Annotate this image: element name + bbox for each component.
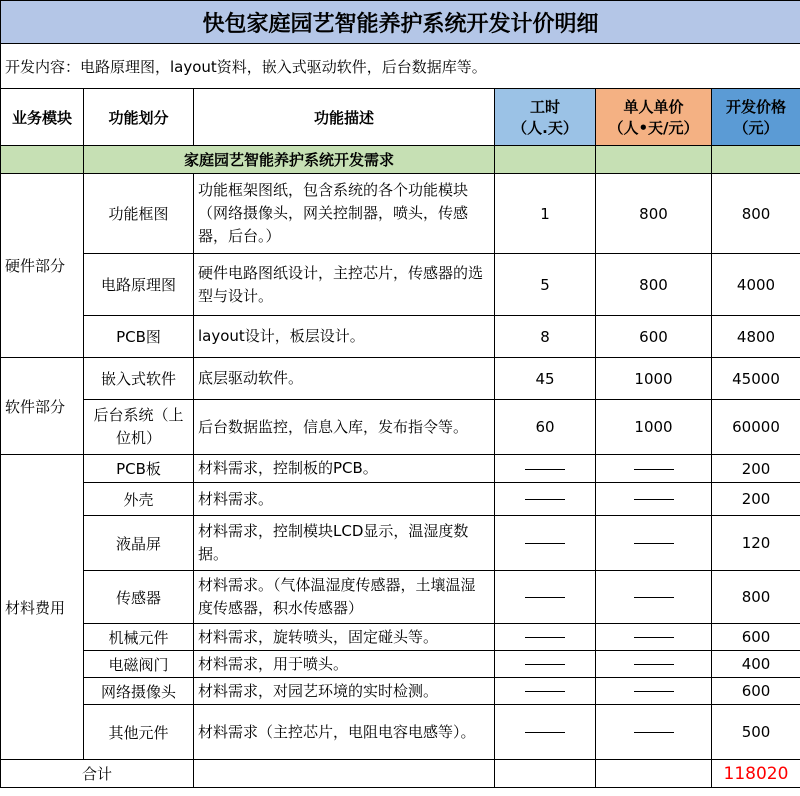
total-empty [495,760,596,788]
dash-mark [525,597,565,598]
time-cell: 1 [495,174,596,254]
unit-cell [596,483,712,516]
price-cell: 60000 [712,400,800,455]
desc-cell: 材料需求，控制模块LCD显示，温湿度数据。 [194,516,495,571]
desc-cell: layout设计，板层设计。 [194,316,495,358]
dash-mark [634,543,674,544]
price-cell: 800 [712,571,800,624]
page-title: 快包家庭园艺智能养护系统开发计价明细 [1,1,800,44]
section-empty [1,146,84,174]
func-cell: PCB图 [84,316,194,358]
func-cell: 电路原理图 [84,254,194,316]
func-cell: PCB板 [84,455,194,483]
group-software: 软件部分 [1,358,84,455]
unit-cell: 1000 [596,358,712,400]
desc-cell: 后台数据监控，信息入库，发布指令等。 [194,400,495,455]
func-cell: 电磁阀门 [84,651,194,678]
intro-text: 开发内容：电路原理图，layout资料，嵌入式驱动软件，后台数据库等。 [1,44,800,89]
dash-mark [525,637,565,638]
header-desc: 功能描述 [194,89,495,146]
func-cell: 机械元件 [84,624,194,651]
price-cell: 600 [712,624,800,651]
dash-mark [634,732,674,733]
total-label: 合计 [1,760,194,788]
dash-mark [525,732,565,733]
price-cell: 4800 [712,316,800,358]
group-material: 材料费用 [1,455,84,760]
price-cell: 200 [712,483,800,516]
price-cell: 4000 [712,254,800,316]
func-cell: 其他元件 [84,705,194,760]
total-value: 118020 [712,760,800,788]
desc-cell: 功能框架图纸，包含系统的各个功能模块（网络摄像头，网关控制器，喷头，传感器，后台。） [194,174,495,254]
desc-cell: 材料需求，旋转喷头，固定碰头等。 [194,624,495,651]
func-cell: 网络摄像头 [84,678,194,705]
header-func: 功能划分 [84,89,194,146]
header-time: 工时 （人.天） [495,89,596,146]
section-empty [712,146,800,174]
time-cell [495,678,596,705]
unit-cell [596,516,712,571]
header-dev-price: 开发价格 （元） [712,89,800,146]
unit-cell: 800 [596,254,712,316]
func-cell: 液晶屏 [84,516,194,571]
dash-mark [634,637,674,638]
time-cell [495,624,596,651]
total-empty [194,760,495,788]
price-cell: 600 [712,678,800,705]
dash-mark [634,691,674,692]
desc-cell: 硬件电路图纸设计，主控芯片，传感器的选型与设计。 [194,254,495,316]
desc-cell: 材料需求。（气体温湿度传感器，土壤温湿度传感器，积水传感器） [194,571,495,624]
price-cell: 45000 [712,358,800,400]
header-module: 业务模块 [1,89,84,146]
unit-cell [596,571,712,624]
func-cell: 外壳 [84,483,194,516]
time-cell: 5 [495,254,596,316]
unit-cell: 600 [596,316,712,358]
unit-cell [596,455,712,483]
func-cell: 功能框图 [84,174,194,254]
dash-mark [525,543,565,544]
section-empty [495,146,596,174]
desc-cell: 材料需求，控制板的PCB。 [194,455,495,483]
unit-cell [596,624,712,651]
price-cell: 120 [712,516,800,571]
desc-cell: 材料需求，对园艺环境的实时检测。 [194,678,495,705]
dash-mark [634,664,674,665]
dash-mark [525,499,565,500]
dash-mark [634,469,674,470]
desc-cell: 材料需求。 [194,483,495,516]
unit-cell [596,651,712,678]
func-cell: 后台系统（上位机） [84,400,194,455]
unit-cell [596,678,712,705]
time-cell: 45 [495,358,596,400]
header-unit-price: 单人单价 （人•天/元） [596,89,712,146]
dash-mark [525,469,565,470]
func-cell: 嵌入式软件 [84,358,194,400]
unit-cell: 800 [596,174,712,254]
group-hardware: 硬件部分 [1,174,84,358]
section-empty [596,146,712,174]
time-cell: 60 [495,400,596,455]
time-cell [495,651,596,678]
time-cell [495,705,596,760]
price-cell: 400 [712,651,800,678]
desc-cell: 材料需求，用于喷头。 [194,651,495,678]
desc-cell: 材料需求（主控芯片，电阻电容电感等）。 [194,705,495,760]
time-cell [495,455,596,483]
func-cell: 传感器 [84,571,194,624]
price-cell: 500 [712,705,800,760]
dash-mark [525,691,565,692]
time-cell [495,483,596,516]
price-cell: 800 [712,174,800,254]
time-cell [495,571,596,624]
desc-cell: 底层驱动软件。 [194,358,495,400]
time-cell: 8 [495,316,596,358]
dash-mark [525,664,565,665]
price-cell: 200 [712,455,800,483]
total-empty [596,760,712,788]
dash-mark [634,597,674,598]
time-cell [495,516,596,571]
dash-mark [634,499,674,500]
unit-cell: 1000 [596,400,712,455]
unit-cell [596,705,712,760]
section-title: 家庭园艺智能养护系统开发需求 [84,146,495,174]
